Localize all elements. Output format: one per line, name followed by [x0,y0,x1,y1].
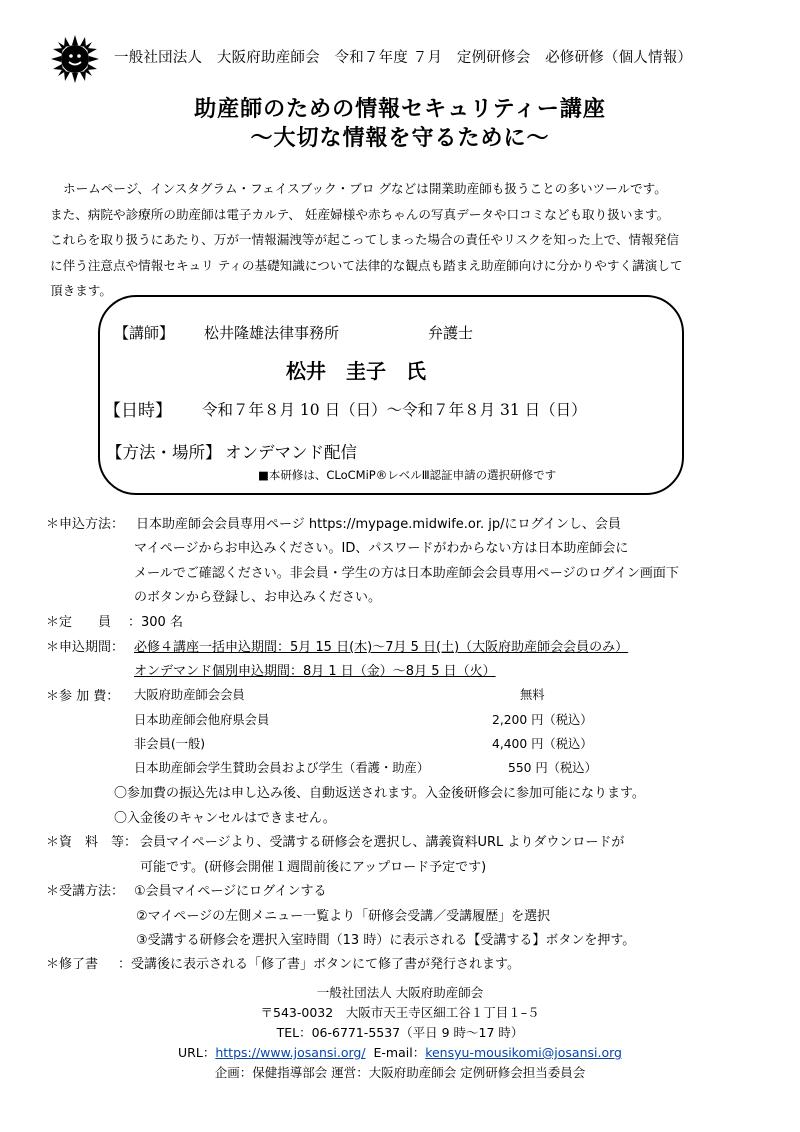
page-subtitle: ～大切な情報を守るために～ [250,126,550,151]
apply-line: メールでご確認ください。非会員・学生の方は日本助産師会会員専用ページのログイン画面下 [134,566,679,581]
how-step: ②マイページの左側メニュー一覧より「研修会受講／受講履歴」を選択 [136,909,551,924]
fee-row-name: 日本助産師会他府県会員 [134,713,270,727]
certificate-label: ＊修了書 [46,957,99,972]
period-ondemand: オンデマンド個別申込期間：8月 1 日（金）～8月 5 日（火） [134,664,496,679]
how-step: ③受講する研修会を選択入室時間（13 時）に表示される【受講する】ボタンを押す。 [136,933,636,948]
fee-row-name: 非会員(一般) [134,737,206,751]
footer-address: 〒543-0032 大阪市天王寺区細工谷１丁目１–５ [260,1005,540,1020]
fee-row-price: 無料 [520,688,545,702]
info-box [98,295,684,495]
date-label: 【日時】 [104,401,172,421]
footer-org: 一般社団法人 大阪府助産師会 [316,985,484,1000]
fee-note: 〇入金後のキャンセルはできません。 [114,811,336,826]
materials-line: 可能です。(研修会開催１週間前後にアップロード予定です) [140,860,487,875]
method-value: オンデマンド配信 [225,443,357,462]
apply-line: マイページからお申込みください。ID、パスワードがわからない方は日本助産師会に [134,541,629,556]
fee-row-price: 4,400 円（税込） [492,737,593,751]
apply-line: 日本助産師会会員専用ページ https://mypage.midwife.or. jp/にログインし、会員 [136,517,621,532]
apply-label: ＊申込方法： [46,517,125,532]
page-title: 助産師のための情報セキュリティー講座 [194,97,606,122]
email-link[interactable]: kensyu-mousikomi@josansi.org [425,1045,622,1060]
header-text: 一般社団法人 大阪府助産師会 令和７年度 ７月 定例研修会 必修研修（個人情報） [114,50,693,66]
intro-line: 頂きます。 [50,283,112,298]
materials-line: 会員マイページより、受講する研修会を選択し、講義資料URL よりダウンロードが [140,835,625,850]
intro-line: に伴う注意点や情報セキュリ ティの基礎知識について法律的な観点も踏まえ助産師向けに分かりやすく講演して [50,257,683,273]
fee-row-price: 550 円（税込） [508,761,597,775]
intro-line: また、病院や診療所の助産師は電子カルテ、 妊産婦様や赤ちゃんの写真データや口コミなども取り扱います。 [50,206,670,222]
certificate-value: ：受講後に表示される「修了書」ボタンにて修了書が発行されます。 [118,957,520,972]
intro-paragraph [50,176,762,304]
footer-contact [0,1043,800,1061]
fee-label: ＊参 加 費： [46,689,120,704]
capacity-label: ＊定 員 [46,615,112,630]
period-label: ＊申込期間： [46,640,125,655]
website-link[interactable]: https://www.josansi.org/ [215,1045,366,1060]
fee-note: 〇参加費の振込先は申し込み後、自動返送されます。入金後研修会に参加可能になります。 [114,786,645,801]
apply-line: のボタンから登録し、お申込みください。 [134,590,382,605]
intro-line: ホームページ、インスタグラム・フェイスブック・ブロ グなどは開業助産師も扱うことの多いツールです。 [63,181,667,196]
materials-label: ＊資 料 等： [46,835,138,850]
method-label: 【方法・場所】 [106,443,222,462]
how-label: ＊受講方法： [46,884,125,899]
how-step: ①会員マイページにログインする [134,884,327,899]
footer-organizer: 企画：保健指導部会 運営：大阪府助産師会 定例研修会担当委員会 [214,1065,586,1080]
box-note: ■本研修は、CLoCMiP®レベルⅢ認証申請の選択研修です [258,468,557,482]
period-bulk: 必修４講座一括申込期間：5月 15 日(木)～7月 5 日(土)（大阪府助産師会会員のみ） [134,640,629,655]
lecturer-org: 松井隆雄法律事務所 [204,324,340,342]
footer-tel: TEL：06-6771-5537（平日 9 時～17 時） [276,1025,524,1040]
fee-row-name: 日本助産師会学生賛助会員および学生（看護・助産） [134,761,430,775]
capacity-value: ：300 名 [128,615,183,630]
url-label: URL： [178,1045,216,1060]
sun-logo-icon [50,34,100,84]
intro-line: これらを取り扱うにあたり、万が一情報漏洩等が起こってしまった場合の責任やリスクを知った上で、情報発信 [50,232,679,247]
fee-row-price: 2,200 円（税込） [492,713,593,727]
lecturer-label: 【講師】 [114,324,175,342]
fee-row-name: 大阪府助産師会会員 [134,688,245,702]
email-label: E-mail： [373,1045,426,1060]
date-value: 令和７年８月 10 日（日）～令和７年８月 31 日（日） [202,401,587,419]
lecturer-name: 松井 圭子 氏 [286,359,426,383]
lecturer-title: 弁護士 [428,324,474,342]
